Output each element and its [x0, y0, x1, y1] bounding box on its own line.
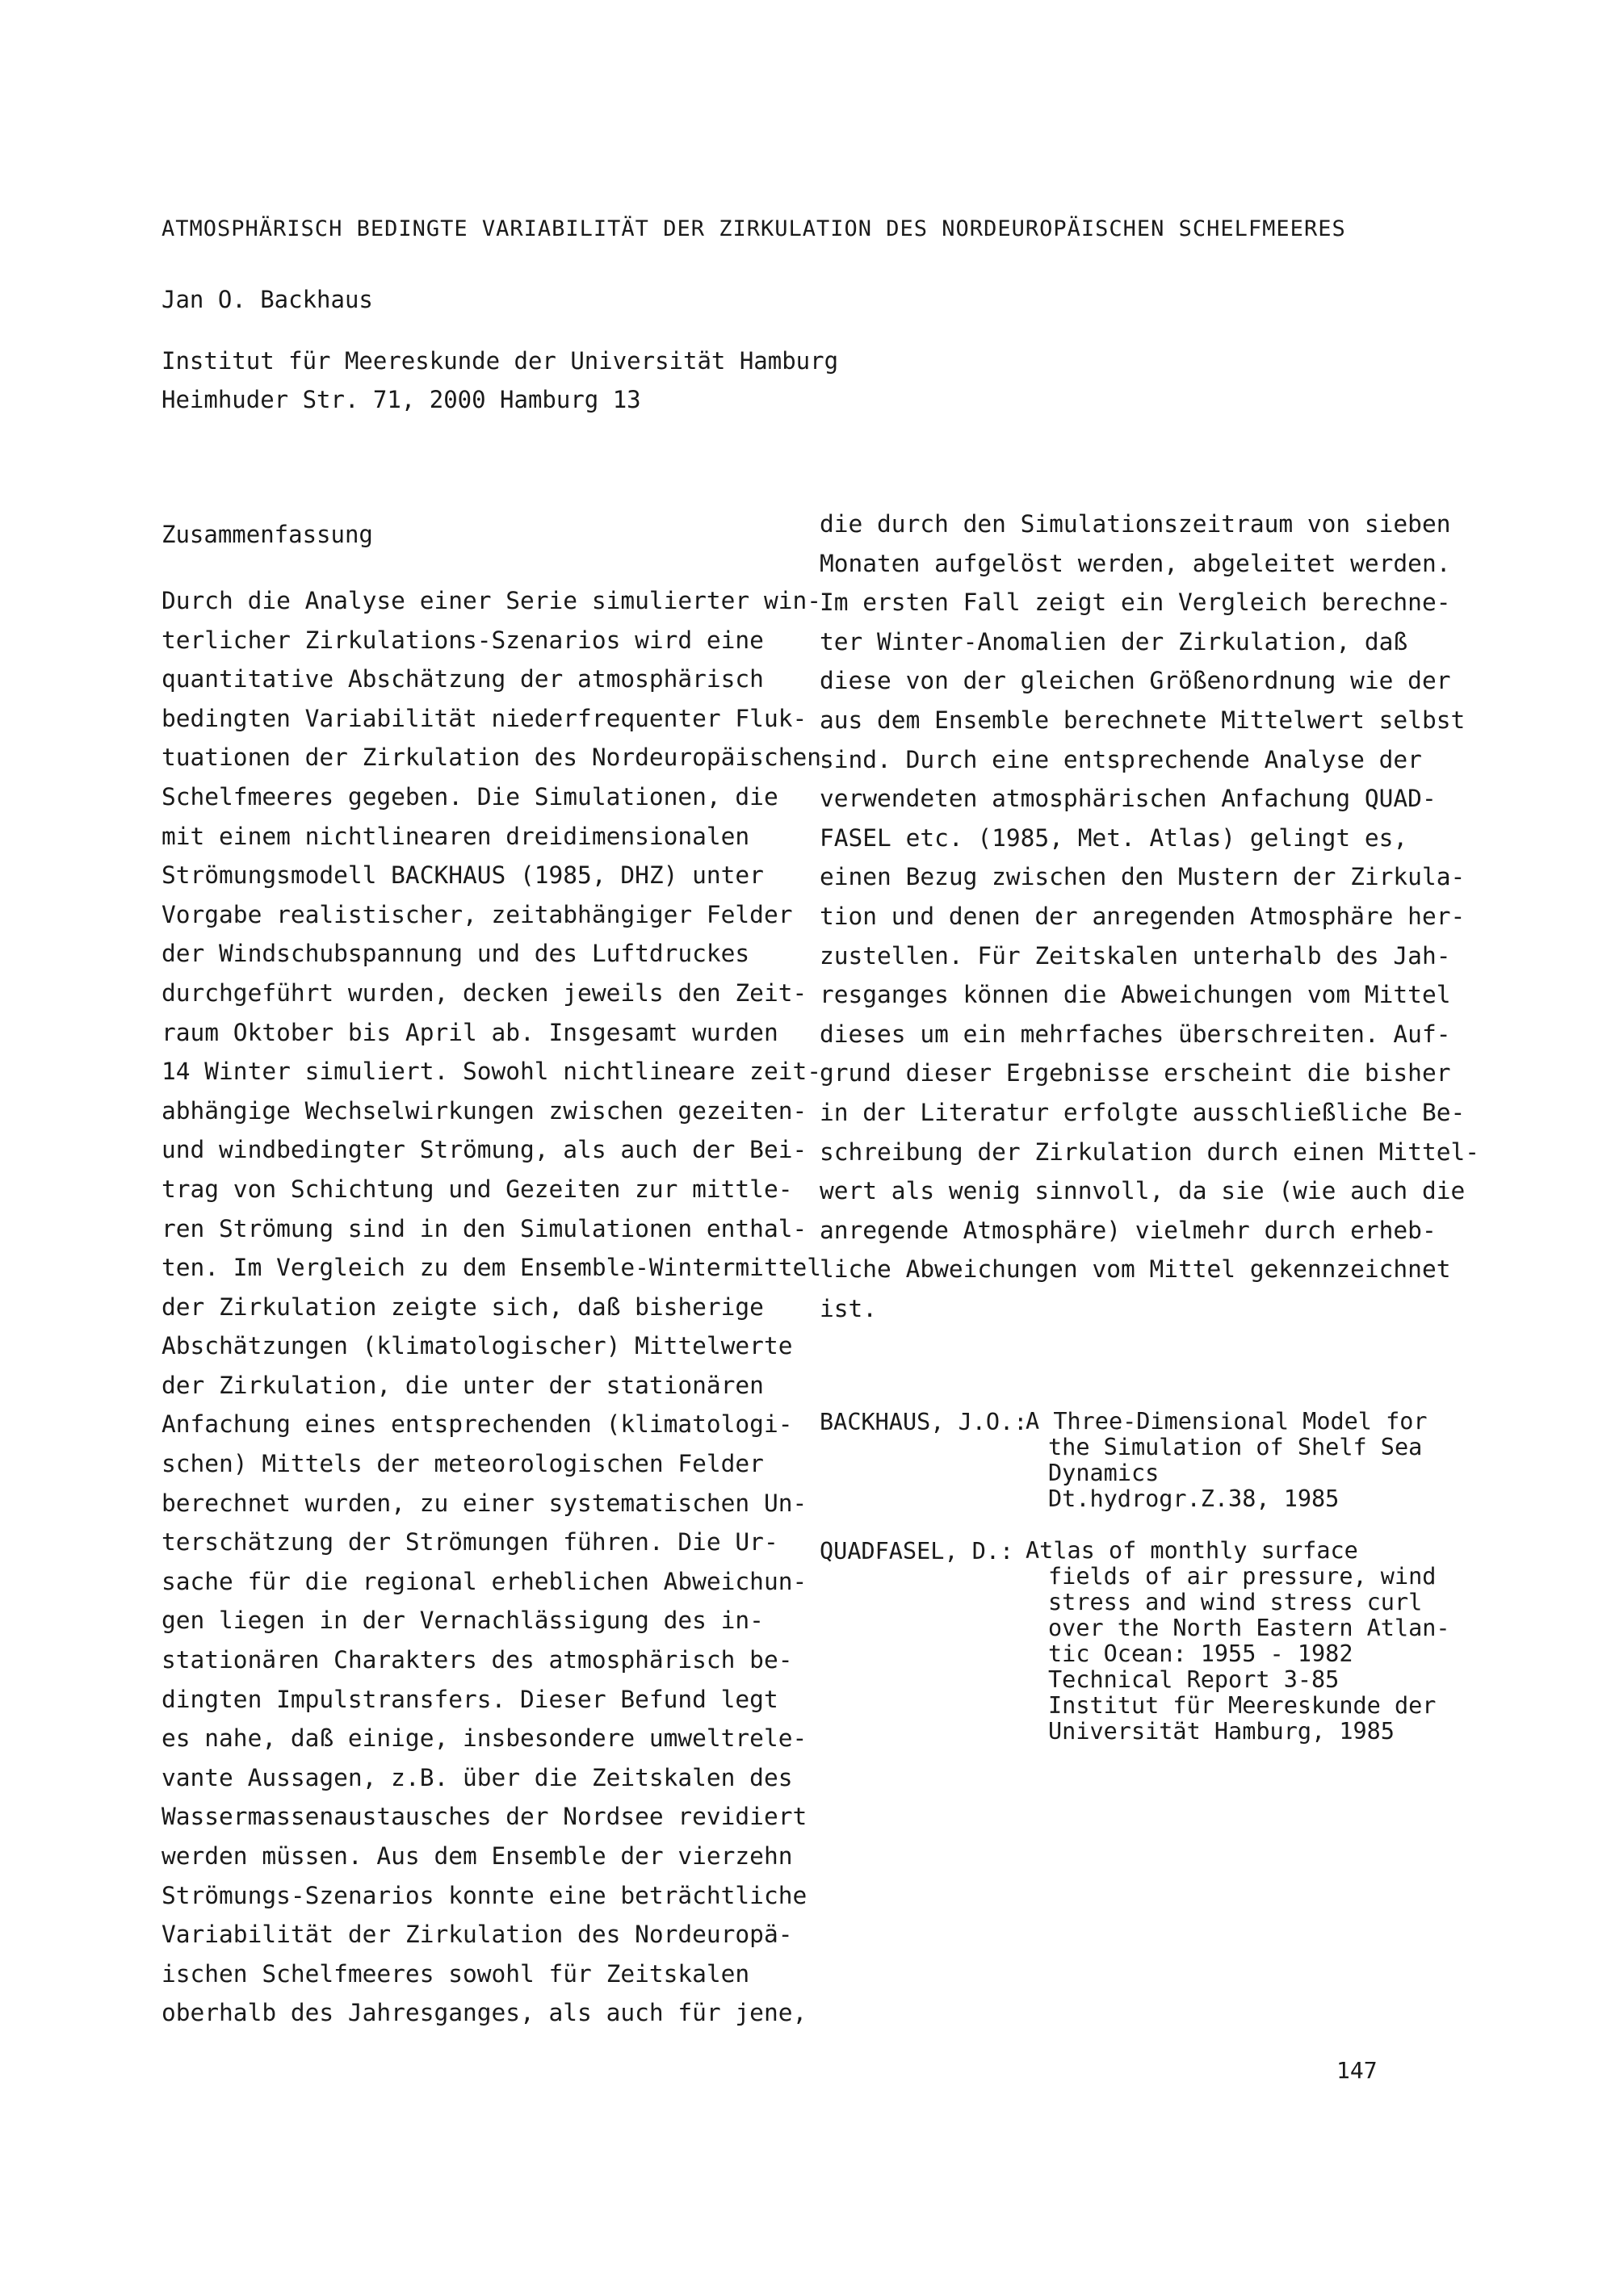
- affiliation-line-1: Institut für Meereskunde der Universität Hamburg: [162, 347, 839, 375]
- reference-body: [1026, 1409, 1546, 1512]
- reference-line: A Three-Dimensional Model for: [1026, 1408, 1428, 1435]
- text-line: verwendeten atmosphärischen Anfachung QUAD-: [820, 785, 1437, 813]
- text-line: stationären Charakters des atmosphärisch be-: [162, 1646, 793, 1674]
- text-line: die durch den Simulationszeitraum von sieben: [820, 510, 1451, 538]
- reference-body: [1026, 1538, 1546, 1745]
- text-line: in der Literatur erfolgte ausschließliche Be-: [820, 1098, 1466, 1126]
- text-line: ten. Im Vergleich zu dem Ensemble-Wintermittel: [162, 1254, 821, 1282]
- text-line: mit einem nichtlinearen dreidimensionalen: [162, 822, 750, 850]
- reference-author: QUADFASEL, D.:: [820, 1538, 1014, 1565]
- text-line: diese von der gleichen Größenordnung wie der: [820, 667, 1451, 695]
- page-number: 147: [1336, 2057, 1378, 2084]
- text-line: Im ersten Fall zeigt ein Vergleich berechne-: [820, 589, 1451, 617]
- text-line: Vorgabe realistischer, zeitabhängiger Felder: [162, 900, 793, 928]
- reference-line: Atlas of monthly surface: [1026, 1537, 1358, 1564]
- reference-entry: [820, 1538, 1546, 1745]
- text-line: anregende Atmosphäre) vielmehr durch erheb-: [820, 1216, 1437, 1244]
- text-line: tion und denen der anregenden Atmosphäre her-: [820, 902, 1466, 930]
- author-name: Jan O. Backhaus: [162, 286, 373, 313]
- text-line: sind. Durch eine entsprechende Analyse der: [820, 745, 1422, 773]
- text-line: wert als wenig sinnvoll, da sie (wie auch die: [820, 1177, 1466, 1205]
- abstract-left-column: [162, 581, 821, 2033]
- text-line: durchgeführt wurden, decken jeweils den Zeit-: [162, 978, 808, 1007]
- text-line: sache für die regional erheblichen Abweichun-: [162, 1567, 808, 1595]
- text-line: bedingten Variabilität niederfrequenter Fluk-: [162, 704, 808, 732]
- text-line: gen liegen in der Vernachlässigung des in-: [162, 1607, 764, 1635]
- text-line: ischen Schelfmeeres sowohl für Zeitskalen: [162, 1959, 750, 1988]
- text-line: raum Oktober bis April ab. Insgesamt wurden: [162, 1018, 778, 1046]
- text-line: ren Strömung sind in den Simulationen enthal-: [162, 1214, 808, 1242]
- reference-line: Universität Hamburg, 1985: [1048, 1718, 1395, 1745]
- text-line: Strömungsmodell BACKHAUS (1985, DHZ) unter: [162, 861, 764, 890]
- text-line: trag von Schichtung und Gezeiten zur mittle-: [162, 1175, 793, 1203]
- text-line: zustellen. Für Zeitskalen unterhalb des Jah-: [820, 941, 1451, 970]
- text-line: grund dieser Ergebnisse erscheint die bisher: [820, 1059, 1451, 1087]
- references-list: [820, 1409, 1546, 1770]
- text-line: Monaten aufgelöst werden, abgeleitet werden.: [820, 549, 1451, 577]
- reference-line: the Simulation of Shelf Sea: [1048, 1434, 1423, 1460]
- text-line: Schelfmeeres gegeben. Die Simulationen, die: [162, 782, 778, 811]
- text-line: der Zirkulation, die unter der stationären: [162, 1371, 764, 1399]
- reference-line: Dynamics: [1048, 1460, 1160, 1486]
- text-line: FASEL etc. (1985, Met. Atlas) gelingt es,: [820, 823, 1408, 852]
- text-line: terlicher Zirkulations-Szenarios wird eine: [162, 626, 764, 654]
- reference-line: stress and wind stress curl: [1048, 1589, 1423, 1615]
- text-line: schen) Mittels der meteorologischen Felder: [162, 1450, 764, 1478]
- text-line: dingten Impulstransfers. Dieser Befund legt: [162, 1685, 778, 1713]
- abstract-heading: Zusammenfassung: [162, 521, 373, 548]
- text-line: einen Bezug zwischen den Mustern der Zirkula-: [820, 863, 1466, 891]
- text-line: ist.: [820, 1294, 878, 1322]
- text-line: und windbedingter Strömung, als auch der Bei-: [162, 1136, 808, 1164]
- reference-author: BACKHAUS, J.O.:: [820, 1409, 1028, 1435]
- text-line: dieses um ein mehrfaches überschreiten. Auf-: [820, 1020, 1451, 1048]
- reference-line: Dt.hydrogr.Z.38, 1985: [1048, 1485, 1340, 1512]
- text-line: quantitative Abschätzung der atmosphärisch: [162, 665, 764, 693]
- text-line: der Zirkulation zeigte sich, daß bisherige: [162, 1293, 764, 1321]
- paper-title: ATMOSPHÄRISCH BEDINGTE VARIABILITÄT DER ZIRKULATION DES NORDEUROPÄISCHEN SCHELFMEERES: [162, 216, 1346, 241]
- text-line: tuationen der Zirkulation des Nordeuropäischen: [162, 744, 821, 772]
- text-line: ter Winter-Anomalien der Zirkulation, daß: [820, 627, 1408, 656]
- text-line: resganges können die Abweichungen vom Mittel: [820, 981, 1451, 1009]
- reference-line: fields of air pressure, wind: [1048, 1563, 1437, 1590]
- text-line: Wassermassenaustausches der Nordsee revidiert: [162, 1803, 808, 1831]
- reference-line: Technical Report 3-85: [1048, 1666, 1340, 1693]
- text-line: 14 Winter simuliert. Sowohl nichtlineare zeit-: [162, 1058, 821, 1086]
- affiliation-line-2: Heimhuder Str. 71, 2000 Hamburg 13: [162, 386, 641, 413]
- text-line: Strömungs-Szenarios konnte eine beträchtliche: [162, 1881, 808, 1909]
- text-line: schreibung der Zirkulation durch einen Mittel-: [820, 1138, 1479, 1166]
- text-line: terschätzung der Strömungen führen. Die Ur-: [162, 1528, 778, 1557]
- text-line: liche Abweichungen vom Mittel gekennzeichnet: [820, 1255, 1451, 1284]
- text-line: aus dem Ensemble berechnete Mittelwert selbst: [820, 706, 1466, 734]
- text-line: oberhalb des Jahresganges, als auch für jene,: [162, 1999, 808, 2027]
- reference-line: Institut für Meereskunde der: [1048, 1692, 1437, 1719]
- text-line: Anfachung eines entsprechenden (klimatologi-: [162, 1410, 793, 1439]
- text-line: werden müssen. Aus dem Ensemble der vierzehn: [162, 1842, 793, 1870]
- text-line: der Windschubspannung und des Luftdruckes: [162, 940, 750, 968]
- reference-line: tic Ocean: 1955 - 1982: [1048, 1640, 1353, 1667]
- reference-line: over the North Eastern Atlan-: [1048, 1615, 1450, 1641]
- reference-entry: [820, 1409, 1546, 1512]
- text-line: vante Aussagen, z.B. über die Zeitskalen des: [162, 1763, 793, 1791]
- text-line: berechnet wurden, zu einer systematischen Un-: [162, 1489, 808, 1517]
- text-line: es nahe, daß einige, insbesondere umweltrele-: [162, 1724, 808, 1753]
- text-line: abhängige Wechselwirkungen zwischen gezeiten-: [162, 1096, 808, 1125]
- text-line: Durch die Analyse einer Serie simulierter win-: [162, 587, 821, 614]
- text-line: Variabilität der Zirkulation des Nordeuropä-: [162, 1921, 793, 1949]
- abstract-right-column: [820, 505, 1479, 1328]
- text-line: Abschätzungen (klimatologischer) Mittelwerte: [162, 1332, 793, 1360]
